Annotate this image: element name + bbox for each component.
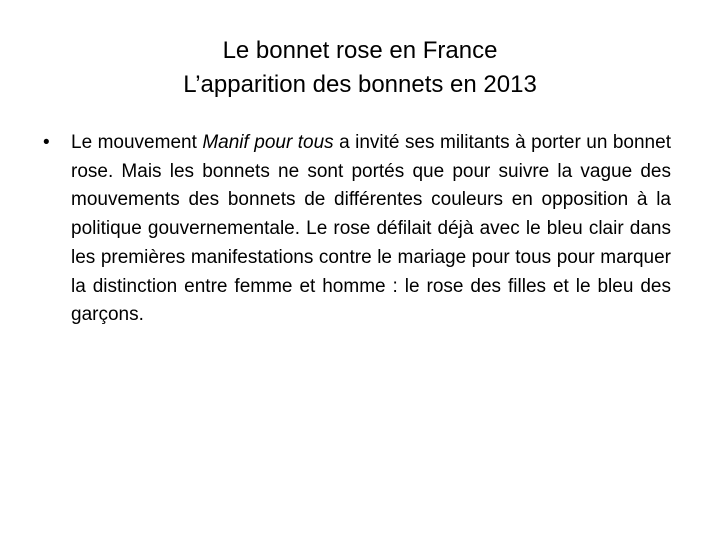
bullet-text bbox=[71, 129, 671, 330]
bullet-marker: • bbox=[43, 132, 50, 153]
bullet-text-start: Le mouvement bbox=[71, 132, 203, 153]
bullet-text-rest: a invité ses militants à porter un bonnet rose. Mais les bonnets ne sont portés que pour suivre la vague des mouvements des bonnets de différentes couleurs en opposition à la politique gouvernementale. Le rose défilait déjà avec le bleu clair dans les premières manifestations contre le mariage pour tous pour marquer la distinction entre femme et homme : le rose des filles et le bleu des garçons. bbox=[71, 132, 671, 326]
title-line-1: Le bonnet rose en France bbox=[222, 37, 498, 64]
slide-body bbox=[43, 129, 671, 330]
slide-title bbox=[0, 34, 720, 102]
title-line-2: L’apparition des bonnets en 2013 bbox=[183, 71, 537, 98]
bullet-item bbox=[43, 129, 671, 330]
bullet-text-italic: Manif pour tous bbox=[202, 132, 334, 153]
